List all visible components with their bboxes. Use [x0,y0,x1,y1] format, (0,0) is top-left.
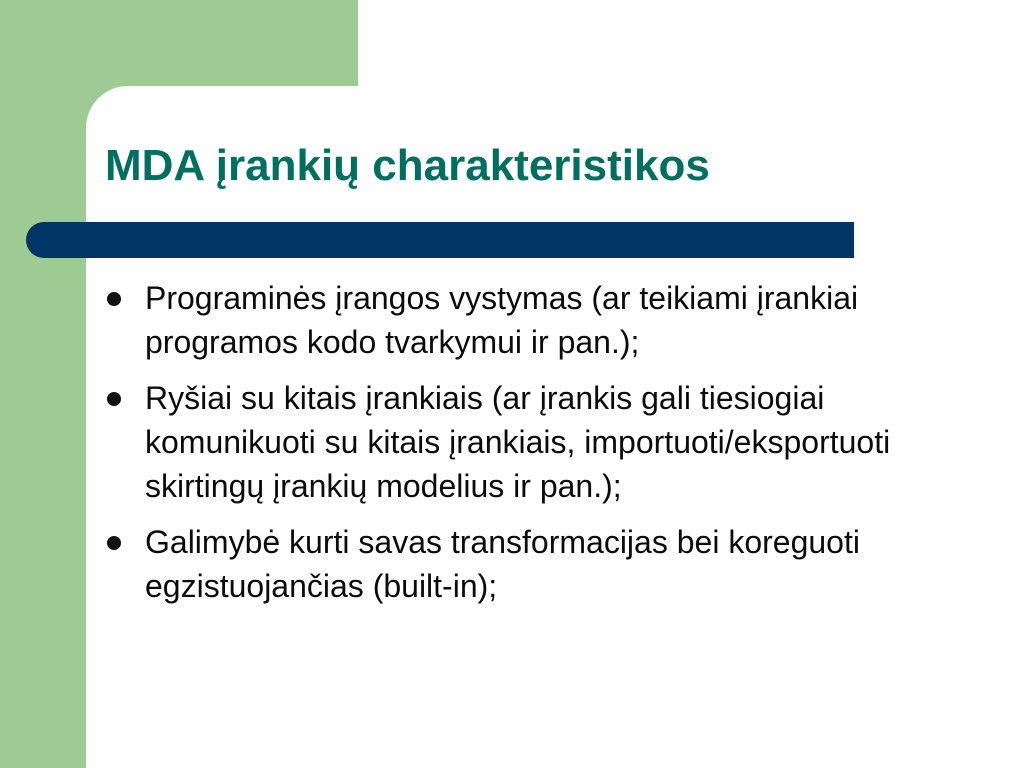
slide-title: MDA įrankių charakteristikos [105,141,710,190]
bullet-dot-icon [107,536,121,550]
bullet-text: Ryšiai su kitais įrankiais (ar įrankis gali tiesiogiai komunikuoti su kitais įrankiais, importuoti/eksportuoti skirtingų įrankių modelius ir pan.); [145,380,891,504]
title-underline-bar [26,222,854,258]
bullet-item [105,276,905,364]
bullet-text: Programinės įrangos vystymas (ar teikiami įrankiai programos kodo tvarkymui ir pan.); [145,280,859,360]
bullet-list [105,276,905,620]
bullet-item [105,376,905,508]
bullet-item [105,520,905,608]
bullet-dot-icon [107,392,121,406]
bullet-dot-icon [107,292,121,306]
bullet-text: Galimybė kurti savas transformacijas bei koreguoti egzistuojančias (built-in); [145,524,860,604]
